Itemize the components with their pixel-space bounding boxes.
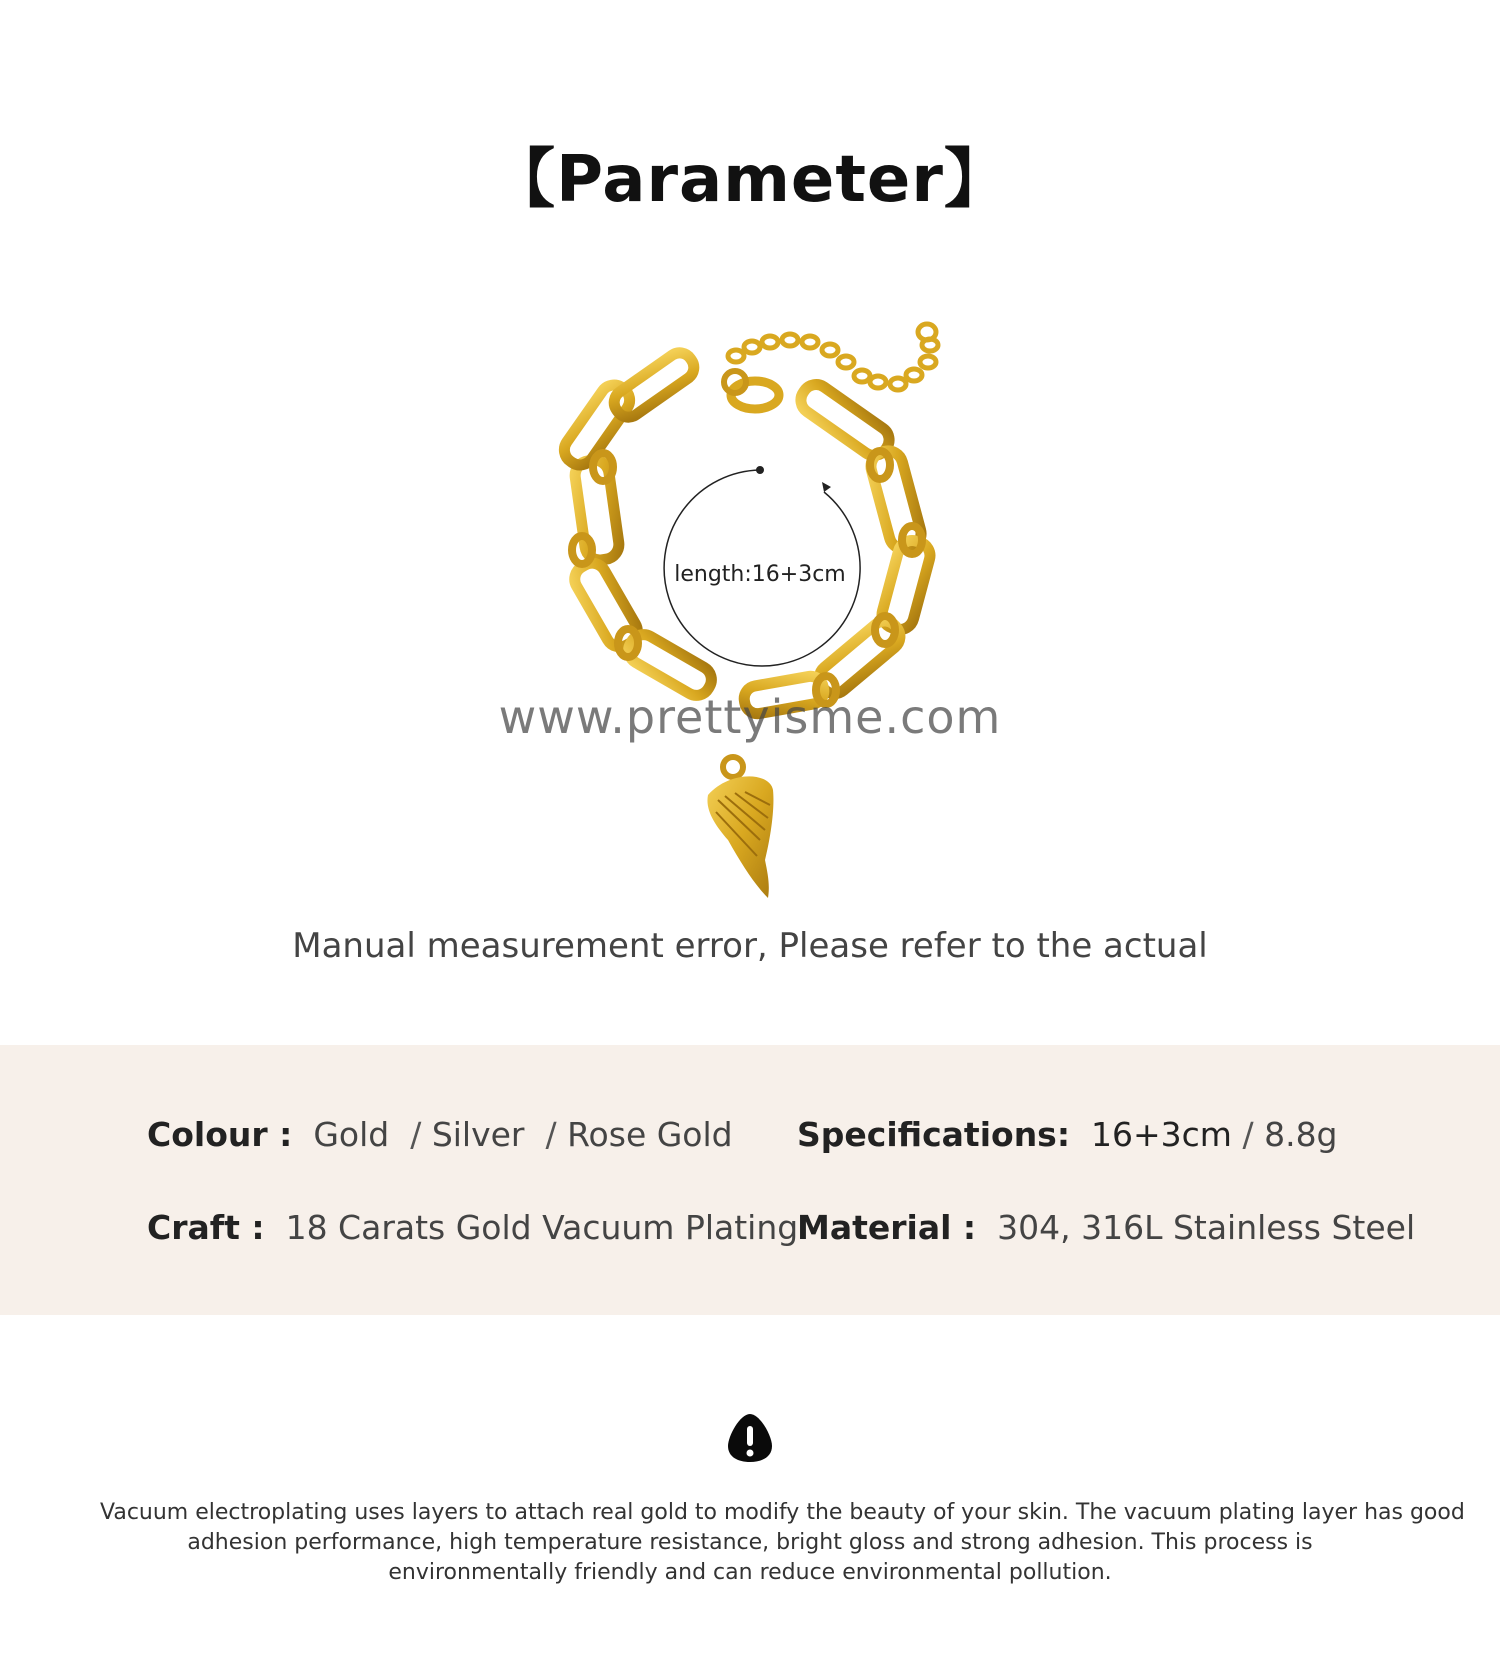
colour-value-silver: Silver: [431, 1115, 525, 1154]
colour-value-rose-gold: Rose Gold: [567, 1115, 733, 1154]
product-image-area: [0, 300, 1500, 900]
spec-colour: Colour : Gold / Silver / Rose Gold: [147, 1115, 733, 1154]
length-label: length:16+3cm: [674, 562, 846, 587]
specifications-label: Specifications:: [797, 1115, 1071, 1154]
spec-material: [797, 1208, 1415, 1247]
bracelet-image: [0, 300, 1500, 900]
page-title: 【Parameter】: [491, 143, 1009, 217]
material-label: Material :: [797, 1208, 977, 1247]
spec-craft: [147, 1208, 798, 1247]
craft-value: 18 Carats Gold Vacuum Plating: [285, 1208, 799, 1247]
craft-label: Craft :: [147, 1208, 265, 1247]
plating-description: [100, 1498, 1465, 1588]
description-line: environmentally friendly and can reduce environmental pollution.: [388, 1560, 1112, 1585]
colour-value-gold: Gold: [313, 1115, 390, 1154]
exclamation-icon: [726, 1412, 774, 1464]
watermark-text: www.prettyisme.com: [498, 690, 1002, 744]
spec-specifications: Specifications: 16+3cm / 8.8g: [797, 1115, 1338, 1154]
material-value: 304, 316L Stainless Steel: [997, 1208, 1416, 1247]
measurement-note: Manual measurement error, Please refer to the actual: [292, 926, 1208, 966]
colour-label: Colour :: [147, 1115, 293, 1154]
spec-panel: [0, 1045, 1500, 1315]
specifications-weight: 8.8g: [1264, 1115, 1338, 1154]
description-line: Vacuum electroplating uses layers to attach real gold to modify the beauty of your skin. The vacuum plating layer has good: [100, 1500, 1465, 1525]
specifications-length: 16+3cm: [1091, 1115, 1232, 1154]
description-line: adhesion performance, high temperature resistance, bright gloss and strong adhesion. This process is: [187, 1530, 1313, 1555]
